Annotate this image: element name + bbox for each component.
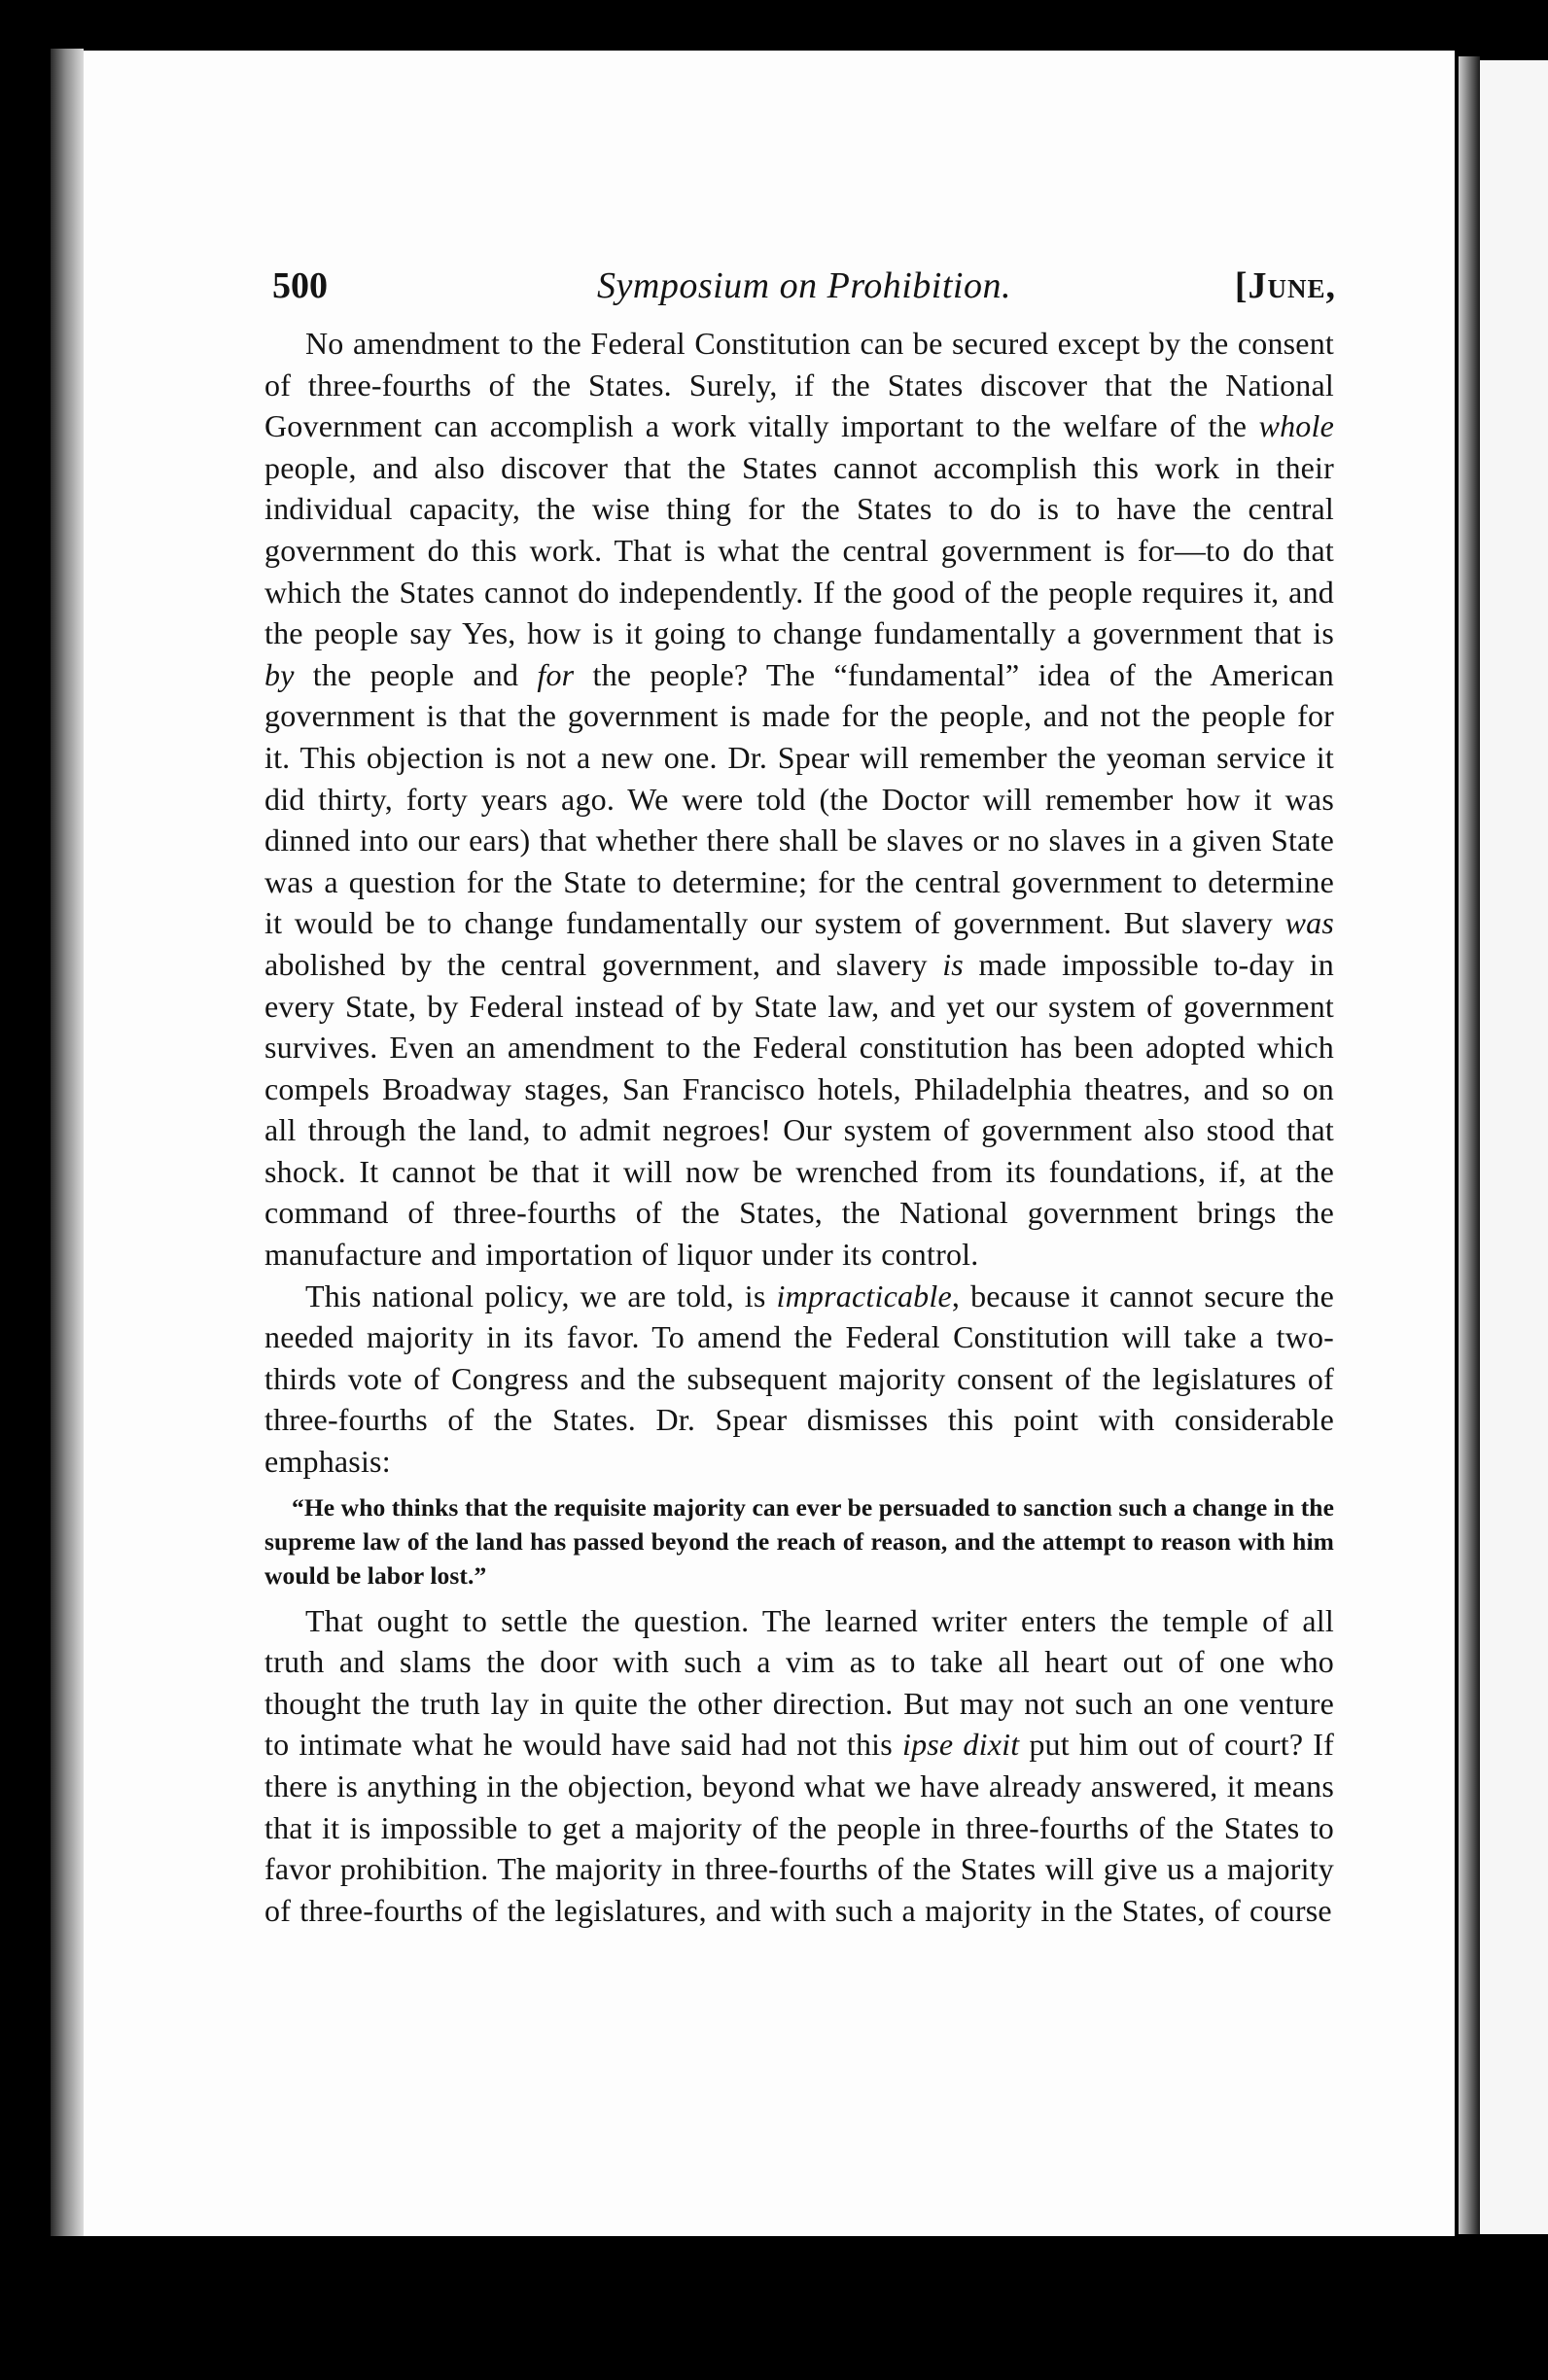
running-title: Symposium on Prohibition. (597, 265, 1011, 306)
block-quote: “He who thinks that the requisite majority can ever be persuaded to sanction such a change in the supreme law of the land has passed beyond the reach of reason, and the attempt to reason with him would be labor lost.” (264, 1492, 1334, 1590)
paragraph-settle-question: That ought to settle the question. The learned writer enters the temple of all truth and slams the door with such a vim as to take all heart out of one who thought the truth lay in quite the other direction. But may not such an one venture to intimate what he would have said had not this ipse dixit put him out of court? If there is anything in the objection, beyond what we have already answered, it means that it is impossible to get a majority of the people in three-fourths of the States to favor prohibition. The majority in three-fourths of the States will give us a majority of three-fourths of the legislatures, and with such a majority in the States, of course (264, 1602, 1335, 1928)
section-mark: [June, (1234, 265, 1336, 306)
page-number: 500 (272, 265, 328, 306)
page-header (272, 257, 1336, 315)
book-gutter-shadow (51, 49, 84, 2236)
paragraph-impracticable: This national policy, we are told, is impracticable, because it cannot secure the needed majority in its favor. To amend the Federal Constitution will take a two-thirds vote of Congress and the subsequent majority consent of the legislatures of three-fourths of the States. Dr. Spear dismisses this point with considerable emphasis: (264, 1278, 1334, 1480)
paragraph-federal-amendment: No amendment to the Federal Constitution can be secured except by the consent of three-fourths of the States. Surely, if the States discover that the National Government can accomplish a work vitally important to the welfare of the whole people, and also discover that the States cannot accomplish this work in their individual capacity, the wise thing for the States to do is to have the central government do this work. That is what the central government is for—to do that which the States cannot do independently. If the good of the people requires it, and the people say Yes, how is it going to change fundamentally a government that is by the people and for the people? The “fundamental” idea of the American government is that the government is made for the people, and not the people for it. This objection is not a new one. Dr. Spear will remember the yeoman service it did thirty, forty years ago. We were told (the Doctor will remember how it was dinned into our ears) that whether there shall be slaves or no slaves in a given State was a question for the State to determine; for the central government to determine it would be to change fundamentally our system of government. But slavery was abolished by the central government, and slavery is made impossible to-day in every State, by Federal instead of by State law, and yet our system of government survives. Even an amendment to the Federal constitution has been adopted which compels Broadway stages, San Francisco hotels, Philadelphia theatres, and so on all through the land, to admit negroes! Our system of government also stood that shock. It cannot be that it will now be wrenched from its foundations, if, at the command of three-fourths of the States, the National government brings the manufacture and importation of liquor under its control. (264, 326, 1335, 1273)
scan-border-left (0, 0, 51, 2380)
body-text (264, 323, 1334, 1931)
scan-border-bottom (0, 2236, 1548, 2380)
facing-page-sliver (1480, 60, 1548, 2234)
page-edge-shadow (1459, 56, 1480, 2234)
